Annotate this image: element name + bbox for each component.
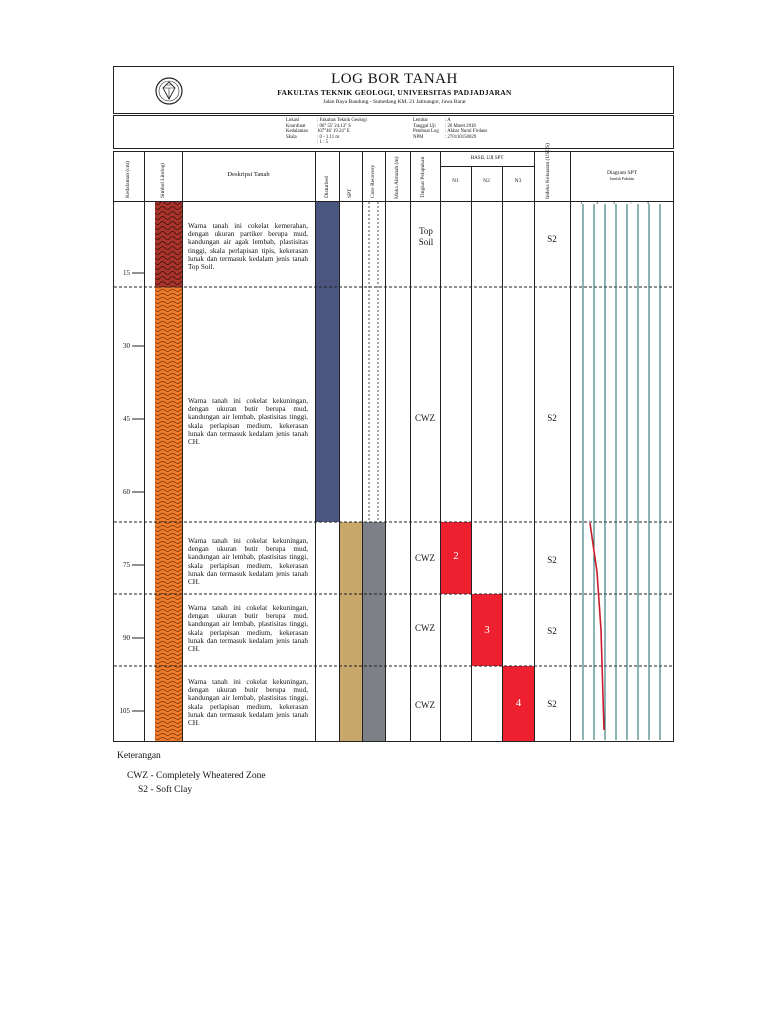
info-label: NPM <box>413 134 424 140</box>
info-value: : Fakultas Teknik Geologi <box>317 118 367 123</box>
depth-label: 45 <box>123 415 130 423</box>
diagram-tick: 5 <box>613 200 616 205</box>
legend-item-cwz: CWZ - Completely Wheatered Zone <box>127 771 266 781</box>
info-value: : 26 Maret 2018 <box>445 123 476 129</box>
row-description: Warna tanah ini cokelat kekuningan, dengan ukuran butir berupa mud, kandungan air lembab, plastisitas tinggi, skala perlapisan medium, kekerasan lunak dan termasuk kedalam jenis tanah CH. <box>188 397 308 447</box>
spt-curve <box>590 523 604 730</box>
col-header-weathering: Tingkat Pelapukan <box>420 156 426 198</box>
col-header-core: Core Recovery <box>370 164 376 198</box>
info-label: Kedalaman <box>286 129 308 135</box>
depth-label: 60 <box>123 488 130 496</box>
col-header-diagram-sub: Jumlah Pukulan <box>609 177 635 181</box>
row-class: S2 <box>547 699 557 709</box>
col-header-class: Indeks Kekuatan (USCS) <box>545 143 551 199</box>
row-description: Warna tanah ini cokelat kekuningan, dengan ukuran butir berupa mud, kandungan air lembab, plastisitas tinggi, skala perlapisan medium, kekerasan lunak dan termasuk kedalam jenis tanah CH. <box>188 604 308 654</box>
legend-item-s2: S2 - Soft Clay <box>138 785 193 795</box>
core-recovery-fill <box>363 522 385 741</box>
row-description: Warna tanah ini cokelat kemerahan, dengan ukuran partiker berupa mud, kandungan air agak lembab, plastisitas tinggi, skala perlapisan tipis, kekerasan lunak dan termasuk kedalam jenis tanah Top Soil. <box>188 222 308 272</box>
depth-label: 90 <box>123 634 130 642</box>
row-weathering: CWZ <box>415 623 435 633</box>
address: Jalan Raya Bandung - Sumedang KM. 21 Jatinangor, Jawa Barat <box>323 99 466 105</box>
col-header-n2: N2 <box>483 178 490 184</box>
litho-topsoil <box>155 202 182 287</box>
info-label: Lokasi <box>286 118 300 123</box>
diagram-tick: 3 <box>596 200 599 205</box>
row-weathering: CWZ <box>415 553 435 563</box>
diagram-tick: 7 <box>630 200 633 205</box>
info-label: Koordinat <box>286 123 306 129</box>
row-weathering: Top Soil <box>418 226 434 247</box>
info-label: Tanggal Uji <box>413 123 436 129</box>
faculty-name: FAKULTAS TEKNIK GEOLOGI, UNIVERSITAS PADJADJARAN <box>277 88 512 97</box>
info-value: 107°46' 19.24" E <box>317 129 350 135</box>
row-class: S2 <box>547 413 557 423</box>
row-class: S2 <box>547 555 557 565</box>
page-title: LOG BOR TANAH <box>331 71 458 87</box>
info-value: : 0 - 1.11 m <box>317 134 340 140</box>
disturbed-fill <box>316 202 339 522</box>
depth-label: 75 <box>123 561 130 569</box>
depth-label: 105 <box>119 707 130 715</box>
diagram-tick: 1 <box>580 200 583 205</box>
col-header-disturbed: Disturbed <box>324 176 330 198</box>
row-description: Warna tanah ini cokelat kekuningan, dengan ukuran butir berupa mud, kandungan air lembab, plastisitas tinggi, skala perlapisan medium, kekerasan lunak dan termasuk kedalam jenis tanah CH. <box>188 678 308 728</box>
depth-label: 15 <box>123 269 130 277</box>
info-label: Lembar <box>413 118 428 123</box>
row-weathering: CWZ <box>415 700 435 710</box>
col-header-depth: Kedalaman (cm) <box>125 161 131 198</box>
info-label: Pembuat Log <box>413 129 439 135</box>
diagram-tick: 9 <box>647 200 650 205</box>
row-weathering: CWZ <box>415 413 435 423</box>
info-value: : 1 : 5 <box>317 140 329 146</box>
row-class: S2 <box>547 234 557 244</box>
spt-fill <box>340 522 362 741</box>
row-description: Warna tanah ini cokelat kekuningan, dengan ukuran butir berupa mud, kandungan air lembab, plastisitas tinggi, skala perlapisan medium, kekerasan lunak dan termasuk kedalam jenis tanah CH. <box>188 537 308 587</box>
col-header-diagram: Diagram SPT <box>606 170 638 176</box>
col-header-desc: Deskripsi Tanah <box>227 171 270 178</box>
info-value: : 270110150029 <box>445 134 477 140</box>
legend-title: Keterangan <box>117 751 161 761</box>
col-header-spt: SPT <box>347 188 353 198</box>
col-header-spt-group: HASIL UJI SPT <box>470 156 504 161</box>
info-label: Skala <box>286 134 297 140</box>
spt-n2-value: 3 <box>484 624 490 636</box>
info-value: : A <box>445 118 451 123</box>
info-value: : Akbar Nurul Firdaus <box>445 129 488 135</box>
info-value: : 06° 55' 24.13" S <box>317 123 351 129</box>
row-class: S2 <box>547 626 557 636</box>
spt-n3-value: 4 <box>515 697 522 709</box>
spt-n1-value: 2 <box>453 550 459 562</box>
col-header-n1: N1 <box>452 178 459 184</box>
depth-label: 30 <box>123 342 130 350</box>
col-header-n3: N3 <box>514 178 522 184</box>
litho-clay <box>155 287 182 741</box>
col-header-water: Muka Airtanah (m) <box>394 156 400 199</box>
col-header-litho: Simbol Litologi <box>160 163 166 198</box>
